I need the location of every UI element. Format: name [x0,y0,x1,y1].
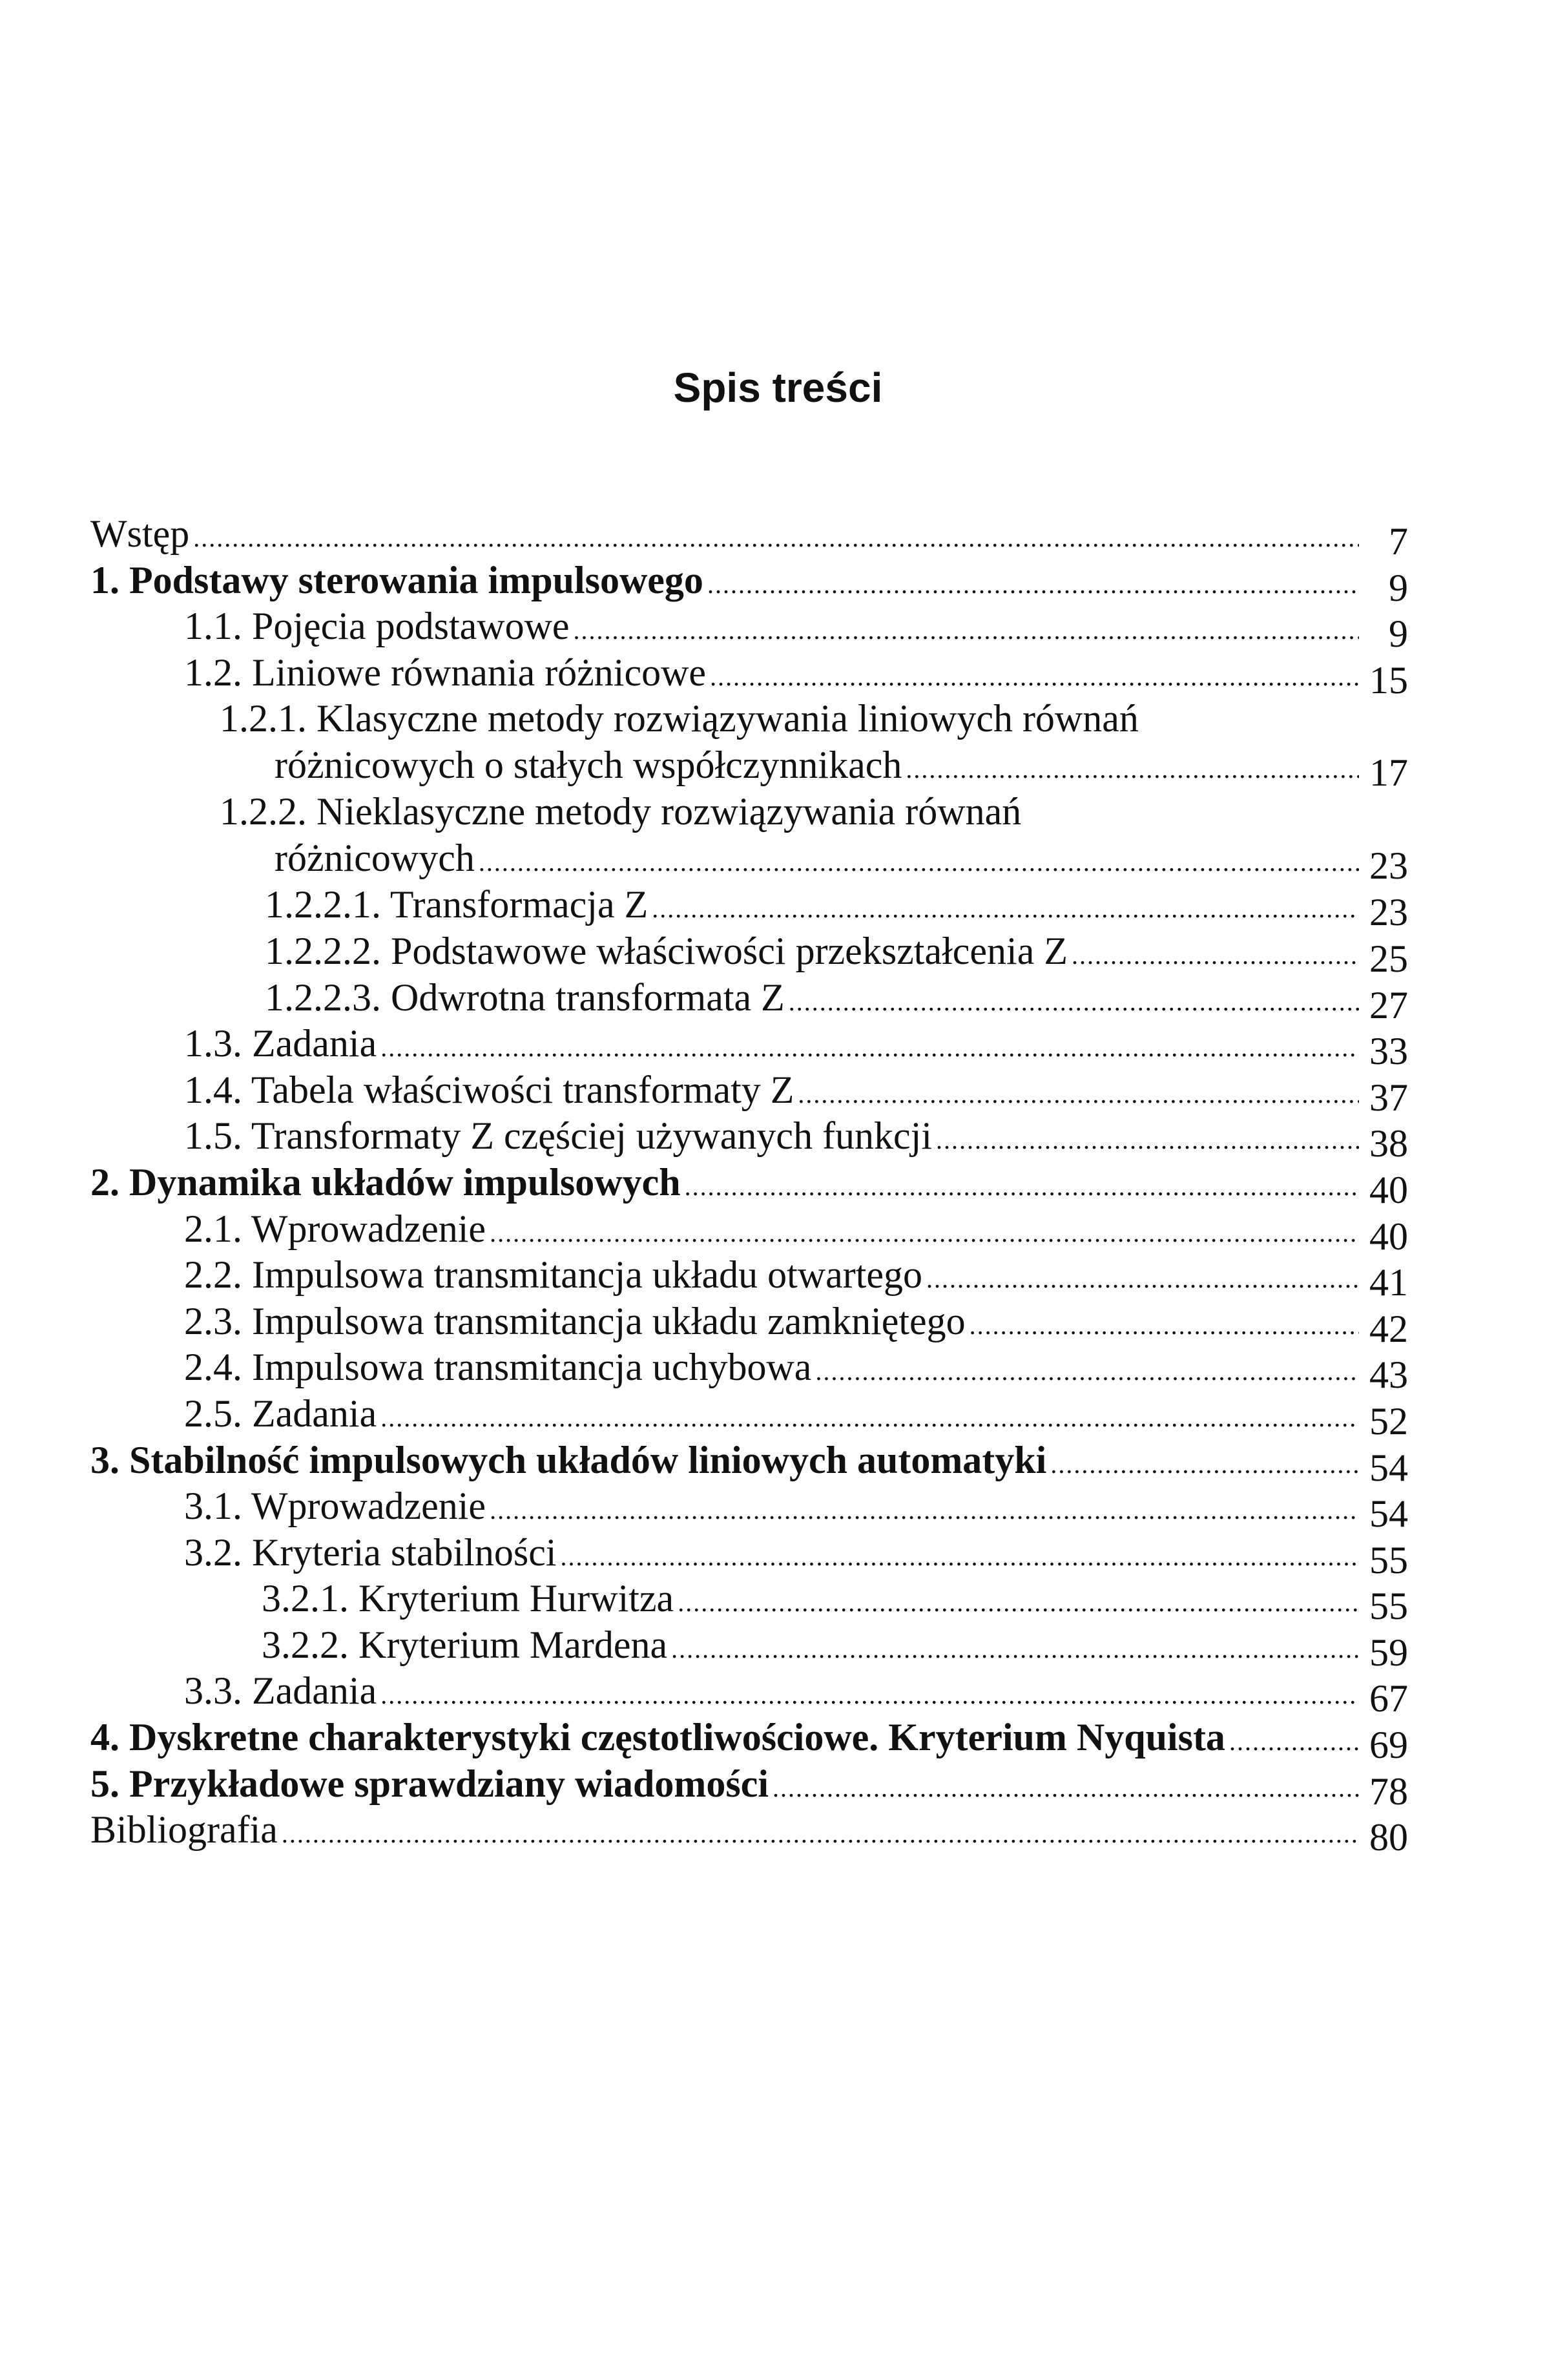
toc-entry-page: 52 [1369,1399,1408,1443]
toc-entry-page: 40 [1369,1168,1408,1211]
toc-entry-page: 37 [1369,1076,1408,1119]
dot-leader [490,1487,1359,1534]
dot-leader [789,979,1359,1025]
dot-leader [380,1025,1359,1071]
toc-entry-label: 1. Podstawy sterowania impulsowego [90,558,703,601]
toc-entry-page: 42 [1369,1307,1408,1350]
toc-entry-label: 2.2. Impulsowa transmitancja układu otwartego [184,1253,923,1297]
toc-entry [90,928,1408,980]
dot-leader [652,886,1359,932]
toc-entry [90,1067,1408,1119]
toc-entry-label: 1.2.2.3. Odwrotna transformata Z [265,976,785,1019]
toc-entry-page: 54 [1369,1446,1408,1489]
toc-entry [90,1714,1408,1767]
toc-entry-page: 54 [1369,1492,1408,1536]
toc-entry [90,510,1408,563]
dot-leader [1050,1441,1359,1488]
dot-leader [798,1071,1359,1118]
toc-entry-label: 2.3. Impulsowa transmitancja układu zamkniętego [184,1299,966,1342]
toc-entry-page: 23 [1369,891,1408,934]
dot-leader [906,746,1359,793]
dot-leader [815,1348,1359,1395]
toc-entry-page: 78 [1369,1769,1408,1813]
toc-entry-page: 33 [1369,1030,1408,1073]
toc-entry-label: 1.2.2.2. Podstawowe właściwości przekształcenia Z [265,929,1068,972]
toc-entry-label: 2.4. Impulsowa transmitancja uchybowa [184,1346,812,1389]
table-of-contents [90,510,1408,1859]
toc-entry-page: 27 [1369,983,1408,1027]
toc-entry [90,1206,1408,1258]
toc-entry-page: 15 [1369,658,1408,702]
toc-entry [90,649,1408,702]
toc-entry [90,557,1408,609]
toc-entry-page: 7 [1389,520,1408,563]
toc-entry [90,695,1408,742]
toc-entry [90,1344,1408,1397]
dot-leader [561,1534,1359,1580]
toc-entry-label: 3.1. Wprowadzenie [184,1485,486,1528]
toc-entry-continuation [90,835,1408,888]
toc-entry [90,1529,1408,1581]
toc-entry-label: Bibliografia [90,1808,278,1852]
toc-entry-label: 2.5. Zadania [184,1392,377,1435]
toc-entry-label: 5. Przykładowe sprawdziany wiadomości [90,1762,769,1805]
toc-entry-page: 23 [1369,844,1408,888]
toc-entry-page: 80 [1369,1816,1408,1859]
toc-entry [90,603,1408,656]
toc-entry-label: 1.4. Tabela właściwości transformaty Z [184,1068,794,1111]
toc-entry-page: 9 [1389,566,1408,609]
toc-entry-page: 55 [1369,1538,1408,1581]
toc-entry-label: 4. Dyskretne charakterystyki częstotliwościowe. Kryterium Nyquista [90,1716,1225,1759]
dot-leader [490,1210,1359,1257]
toc-entry [90,1112,1408,1165]
toc-entry-page: 9 [1389,612,1408,656]
toc-entry [90,788,1408,835]
toc-entry [90,881,1408,934]
toc-entry-label: 2.1. Wprowadzenie [184,1207,486,1250]
toc-entry-label: 1.2.2. Nieklasyczne metody rozwiązywania równań [220,790,1022,833]
toc-entry-label: 3.3. Zadania [184,1669,377,1713]
toc-entry-label: 1.3. Zadania [184,1022,377,1065]
dot-leader [671,1626,1359,1673]
dot-leader [685,1164,1359,1210]
toc-entry-label: Wstęp [90,512,190,555]
dot-leader [380,1395,1359,1441]
dot-leader [282,1811,1359,1857]
toc-entry [90,1760,1408,1813]
dot-leader [970,1302,1359,1349]
toc-entry [90,974,1408,1027]
toc-entry-page: 38 [1369,1122,1408,1165]
toc-entry [90,1806,1408,1859]
dot-leader [926,1256,1359,1302]
dot-leader [380,1672,1359,1718]
toc-entry-label: 1.2.1. Klasyczne metody rozwiązywania liniowych równań [220,697,1139,740]
dot-leader [193,515,1359,561]
toc-entry [90,1020,1408,1073]
toc-entry [90,1483,1408,1536]
dot-leader [678,1580,1359,1626]
dot-leader [773,1765,1359,1811]
toc-entry-label: 1.2.2.1. Transformacja Z [265,883,648,926]
dot-leader [574,607,1359,654]
dot-leader [1072,932,1359,979]
dot-leader [936,1117,1359,1164]
toc-entry-page: 59 [1369,1631,1408,1674]
toc-entry [90,1251,1408,1304]
toc-entry [90,1575,1408,1628]
toc-entry-label: 3.2. Kryteria stabilności [184,1530,557,1574]
toc-entry-page: 69 [1369,1724,1408,1767]
toc-entry-page: 25 [1369,937,1408,980]
toc-entry [90,1159,1408,1211]
toc-entry-label: różnicowych o stałych współczynnikach [275,744,902,787]
dot-leader [710,654,1359,700]
toc-entry-page: 55 [1369,1585,1408,1628]
toc-entry-continuation [90,742,1408,795]
toc-entry-label: 3.2.2. Kryterium Mardena [262,1623,668,1666]
toc-entry-page: 17 [1369,751,1408,795]
toc-entry-page: 40 [1369,1215,1408,1258]
toc-entry-label: 1.2. Liniowe równania różnicowe [184,651,707,694]
toc-entry [90,1298,1408,1350]
toc-entry [90,1667,1408,1720]
toc-entry-label: różnicowych [275,837,475,880]
toc-entry-label: 1.1. Pojęcia podstawowe [184,605,570,648]
toc-entry-label: 3.2.1. Kryterium Hurwitza [262,1577,674,1620]
toc-entry-label: 3. Stabilność impulsowych układów liniowych automatyki [90,1438,1047,1481]
toc-entry-page: 67 [1369,1677,1408,1720]
toc-entry-page: 41 [1369,1261,1408,1304]
toc-entry [90,1622,1408,1674]
dot-leader [479,839,1359,886]
dot-leader [707,561,1359,608]
dot-leader [1229,1718,1359,1765]
toc-entry-page: 43 [1369,1353,1408,1397]
toc-entry-label: 1.5. Transformaty Z częściej używanych funkcji [184,1114,933,1158]
toc-entry-label: 2. Dynamika układów impulsowych [90,1160,681,1204]
toc-entry [90,1437,1408,1489]
page-title: Spis treści [673,364,883,411]
toc-entry [90,1390,1408,1443]
